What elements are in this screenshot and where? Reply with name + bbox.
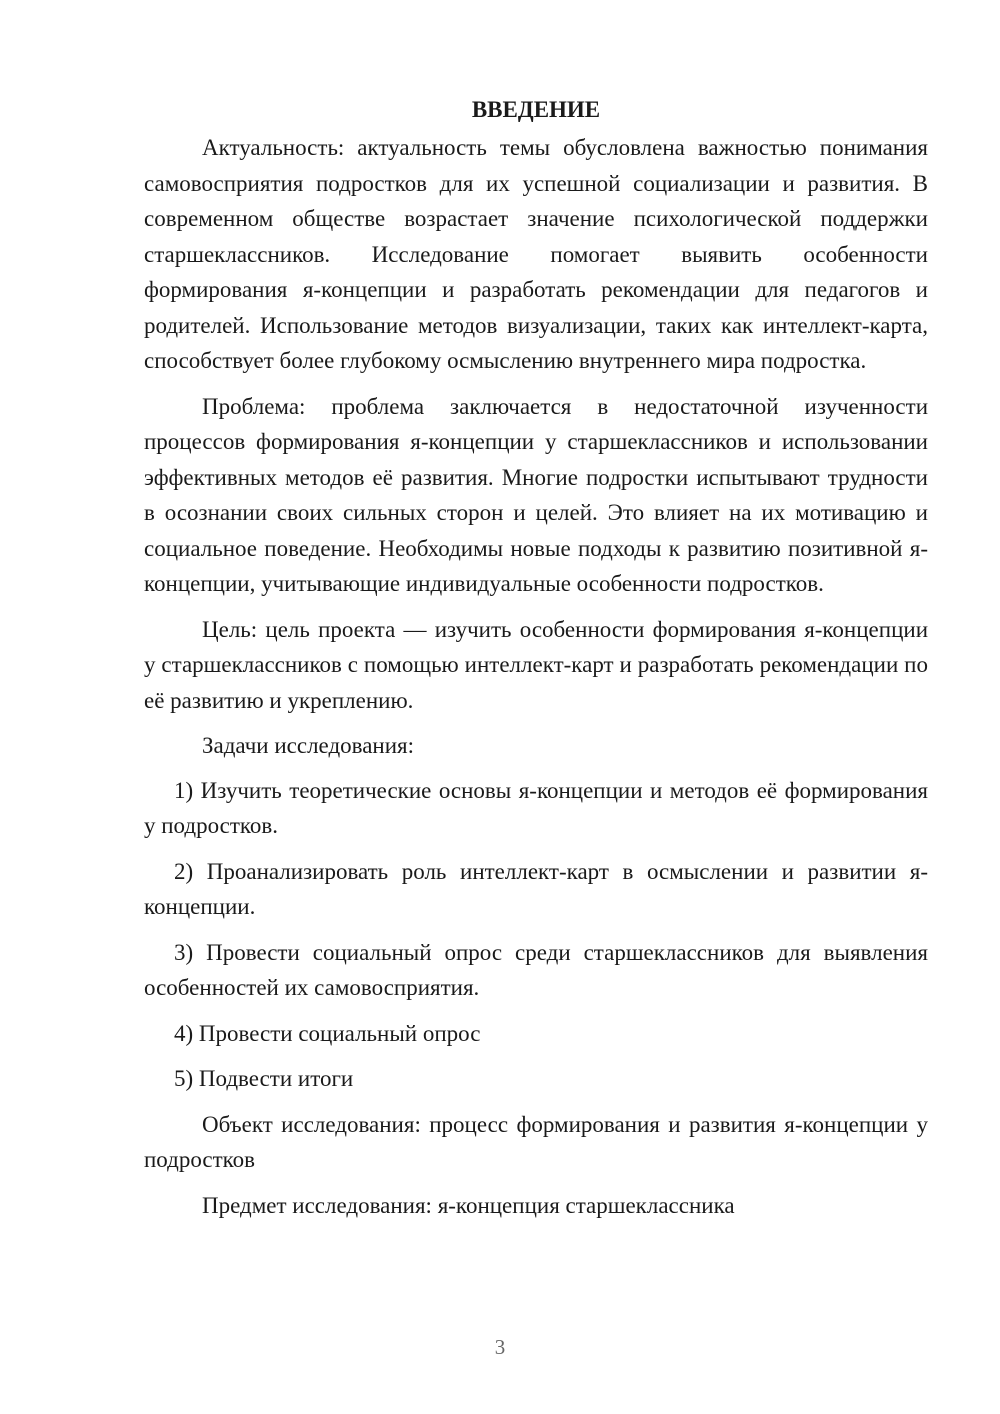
page-number: 3: [494, 1335, 506, 1359]
task-item-3: 3) Провести социальный опрос среди старшеклассников для выявления особенностей их самовосприятия.: [144, 939, 928, 1000]
task-item-1: 1) Изучить теоретические основы я-концепции и методов её формирования у подростков.: [144, 777, 928, 838]
section-title: ВВЕДЕНИЕ: [471, 97, 601, 122]
task-item-5: 5) Подвести итоги: [174, 1066, 354, 1091]
paragraph-object: Объект исследования: процесс формирования и развития я-концепции у подростков: [144, 1111, 928, 1172]
paragraph-goal: Цель: цель проекта — изучить особенности формирования я-концепции у старшеклассников с помощью интеллект-карт и разработать рекомендации по её развитию и укреплению.: [144, 616, 928, 713]
task-item-2: 2) Проанализировать роль интеллект-карт в осмыслении и развитии я-концепции.: [144, 858, 928, 919]
tasks-heading: Задачи исследования:: [202, 733, 415, 758]
paragraph-problem: Проблема: проблема заключается в недостаточной изученности процессов формирования я-концепции у старшеклассников и использовании эффективных методов её развития. Многие подростки испытывают трудности в осознании своих сильных сторон и целей. Это влияет на их мотивацию и социальное поведение. Необходимы новые подходы к развитию позитивной я-концепции, учитывающие индивидуальные особенности подростков.: [144, 393, 928, 596]
document-page: [144, 92, 928, 1233]
paragraph-subject: Предмет исследования: я-концепция старшеклассника: [202, 1192, 735, 1218]
paragraph-relevance: Актуальность: актуальность темы обусловлена важностью понимания самовосприятия подростков для их успешной социализации и развития. В современном обществе возрастает значение психологической поддержки старшеклассников. Исследование помогает выявить особенности формирования я-концепции и разработать рекомендации для педагогов и родителей. Использование методов визуализации, таких как интеллект-карта, способствует более глубокому осмыслению внутреннего мира подростка.: [144, 135, 928, 373]
task-item-4: 4) Провести социальный опрос: [174, 1020, 481, 1046]
